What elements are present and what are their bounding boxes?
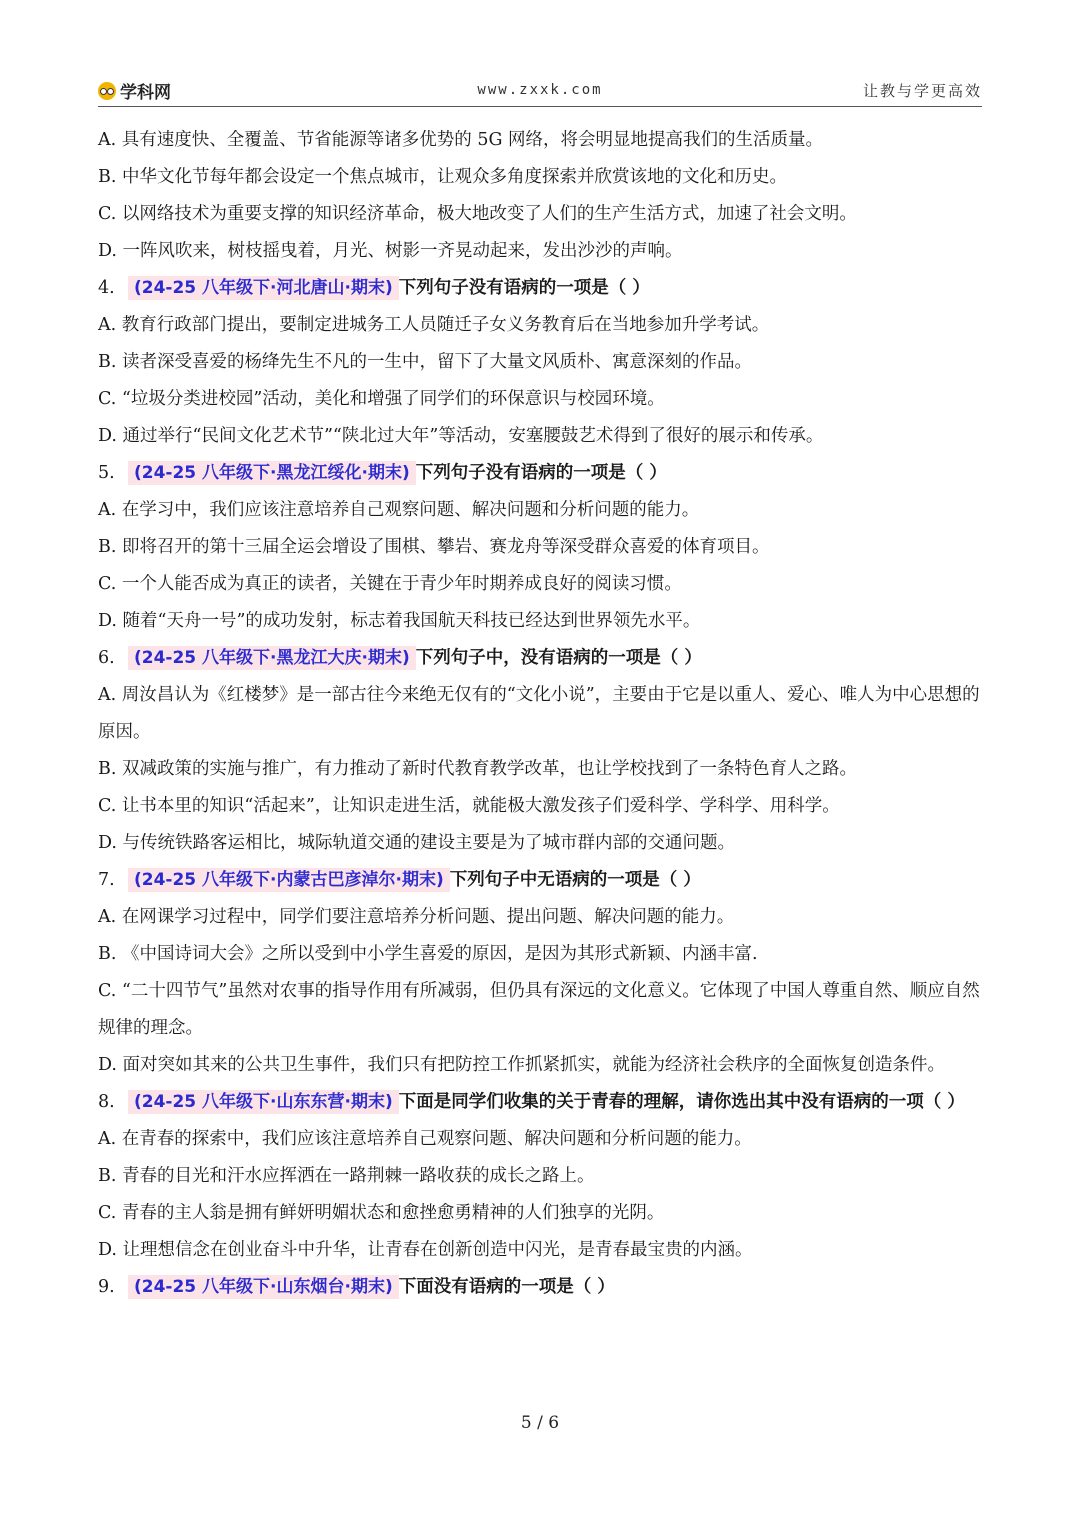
option: C. “垃圾分类进校园”活动，美化和增强了同学们的环保意识与校园环境。 xyxy=(98,389,665,409)
option: A. 具有速度快、全覆盖、节省能源等诸多优势的 5G 网络，将会明显地提高我们的生活质量。 xyxy=(98,130,823,150)
option: A. 在学习中，我们应该注意培养自己观察问题、解决问题和分析问题的能力。 xyxy=(98,500,700,520)
option: D. 随着“天舟一号”的成功发射，标志着我国航天科技已经达到世界领先水平。 xyxy=(98,611,701,631)
page-number: 5 / 6 xyxy=(520,1413,560,1433)
option: A. 教育行政部门提出，要制定进城务工人员随迁子女义务教育后在当地参加升学考试。 xyxy=(98,315,770,335)
question-5-stem xyxy=(98,455,988,492)
question-stem: 下列句子中，没有语病的一项是（ ） xyxy=(415,648,702,668)
option: C. “二十四节气”虽然对农事的指导作用有所减弱，但仍具有深远的文化意义。它体现了中国人尊重自然、顺应自然规律的理念。 xyxy=(98,981,980,1038)
option: D. 让理想信念在创业奋斗中升华，让青春在创新创造中闪光，是青春最宝贵的内涵。 xyxy=(98,1240,753,1260)
question-number: 9. xyxy=(98,1277,115,1297)
option: C. 让书本里的知识“活起来”，让知识走进生活，就能极大激发孩子们爱科学、学科学、用科学。 xyxy=(98,796,840,816)
option: C. 以网络技术为重要支撑的知识经济革命，极大地改变了人们的生产生活方式，加速了社会文明。 xyxy=(98,204,857,224)
option: A. 在青春的探索中，我们应该注意培养自己观察问题、解决问题和分析问题的能力。 xyxy=(98,1129,752,1149)
site-url: www.zxxk.com xyxy=(477,82,603,98)
option: D. 一阵风吹来，树枝摇曳着，月光、树影一齐晃动起来，发出沙沙的声响。 xyxy=(98,241,683,261)
option: D. 通过举行“民间文化艺术节”“陕北过大年”等活动，安塞腰鼓艺术得到了很好的展示和传承。 xyxy=(98,426,824,446)
option: D. 面对突如其来的公共卫生事件，我们只有把防控工作抓紧抓实，就能为经济社会秩序的全面恢复创造条件。 xyxy=(98,1055,946,1075)
source-tag: (24-25 八年级下·内蒙古巴彦淖尔·期末) xyxy=(128,868,450,892)
option: C. 一个人能否成为真正的读者，关键在于青少年时期养成良好的阅读习惯。 xyxy=(98,574,682,594)
question-number: 5. xyxy=(98,463,115,483)
option: B. 《中国诗词大会》之所以受到中小学生喜爱的原因，是因为其形式新颖、内涵丰富. xyxy=(98,944,758,964)
option: C. 青春的主人翁是拥有鲜妍明媚状态和愈挫愈勇精神的人们独享的光阴。 xyxy=(98,1203,665,1223)
question-number: 8. xyxy=(98,1092,115,1112)
question-number: 7. xyxy=(98,870,115,890)
logo-text: 学科网 xyxy=(120,83,171,103)
question-7-stem xyxy=(98,862,988,899)
question-stem: 下列句子没有语病的一项是（ ） xyxy=(415,463,667,483)
source-tag: (24-25 八年级下·河北唐山·期末) xyxy=(128,276,399,300)
question-6-stem xyxy=(98,640,988,677)
source-tag: (24-25 八年级下·山东烟台·期末) xyxy=(128,1275,399,1299)
question-number: 4. xyxy=(98,278,115,298)
question-number: 6. xyxy=(98,648,115,668)
source-tag: (24-25 八年级下·山东东营·期末) xyxy=(128,1090,399,1114)
option: A. 在网课学习过程中，同学们要注意培养分析问题、提出问题、解决问题的能力。 xyxy=(98,907,735,927)
option: B. 中华文化节每年都会设定一个焦点城市，让观众多角度探索并欣赏该地的文化和历史。 xyxy=(98,167,787,187)
source-tag: (24-25 八年级下·黑龙江绥化·期末) xyxy=(128,461,416,485)
question-stem: 下面没有语病的一项是（ ） xyxy=(398,1277,615,1297)
question-stem: 下列句子中无语病的一项是（ ） xyxy=(449,870,701,890)
option: B. 读者深受喜爱的杨绛先生不凡的一生中，留下了大量文风质朴、寓意深刻的作品。 xyxy=(98,352,752,372)
option: B. 即将召开的第十三届全运会增设了围棋、攀岩、赛龙舟等深受群众喜爱的体育项目。 xyxy=(98,537,770,557)
source-tag: (24-25 八年级下·黑龙江大庆·期末) xyxy=(128,646,416,670)
question-9-stem xyxy=(98,1269,988,1306)
question-stem: 下列句子没有语病的一项是（ ） xyxy=(398,278,650,298)
question-8-stem xyxy=(98,1084,988,1121)
page-header xyxy=(98,74,982,107)
option: B. 青春的目光和汗水应挥洒在一路荆棘一路收获的成长之路上。 xyxy=(98,1166,595,1186)
question-stem: 下面是同学们收集的关于青春的理解，请你选出其中没有语病的一项（ ） xyxy=(398,1092,965,1112)
option: D. 与传统铁路客运相比，城际轨道交通的建设主要是为了城市群内部的交通问题。 xyxy=(98,833,736,853)
question-4-stem xyxy=(98,270,988,307)
option: B. 双减政策的实施与推广，有力推动了新时代教育教学改革，也让学校找到了一条特色育人之路。 xyxy=(98,759,857,779)
option: A. 周汝昌认为《红楼梦》是一部古往今来绝无仅有的“文化小说”，主要由于它是以重人、爱心、唯人为中心思想的原因。 xyxy=(98,685,980,742)
document-body xyxy=(98,122,988,1306)
site-slogan: 让教与学更高效 xyxy=(862,82,982,100)
